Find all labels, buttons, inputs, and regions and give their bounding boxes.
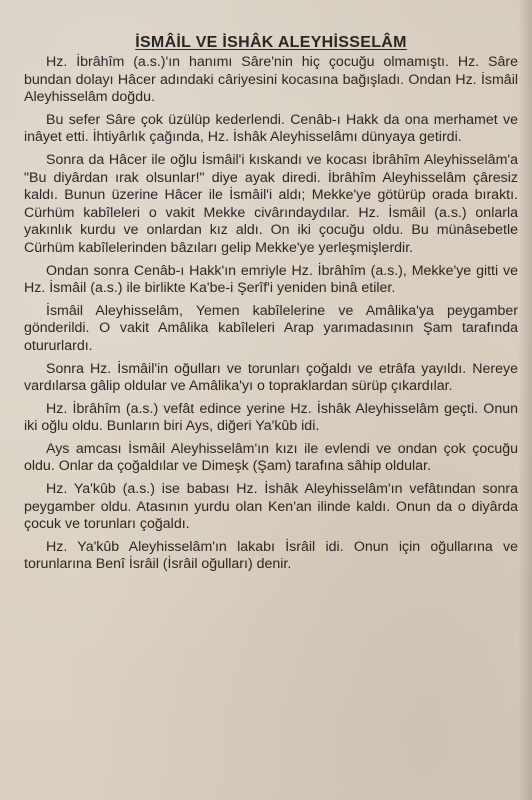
paragraph-1: Hz. İbrâhîm (a.s.)'ın hanımı Sâre'nin hiç çocuğu olmamıştı. Hz. Sâre bundan dolayı Hâcer adındaki câriyesini kocasına bağışladı. Ondan Hz. İsmâil Aleyhisselâm doğdu. [24,54,518,106]
paragraph-7: Hz. İbrâhîm (a.s.) vefât edince yerine Hz. İshâk Aleyhisselâm geçti. Onun iki oğlu oldu. Bunların biri Ays, diğeri Ya'kûb idi. [24,400,518,435]
paragraph-6: Sonra Hz. İsmâil'in oğulları ve torunları çoğaldı ve etrâfa yayıldı. Nereye vardılarsa gâlip oldular ve Amâlika'yı o topraklardan sürüp çıkardılar. [24,360,518,395]
paragraph-4: Ondan sonra Cenâb-ı Hakk'ın emriyle Hz. İbrâhîm (a.s.), Mekke'ye gitti ve Hz. İsmâil (a.s.) ile birlikte Ka'be-i Şerîf'i yeniden binâ etiler. [24,262,518,297]
paragraph-10: Hz. Ya'kûb Aleyhisselâm'ın lakabı İsrâil idi. Onun için oğullarına ve torunlarına Benî İsrâil (İsrâil oğulları) denir. [24,538,518,573]
page-title: İSMÂİL VE İSHÂK ALEYHİSSELÂM [135,34,407,51]
paragraph-3: Sonra da Hâcer ile oğlu İsmâil'i kıskandı ve kocası İbrâhîm Aleyhisselâm'a "Bu diyârdan ırak olsunlar!" diye ayak diredi. İbrâhîm Aleyhisselâm çâresiz kaldı. Bunun üzerine Hâcer ile İsmâil'i aldı; Mekke'ye götürüp orada bıraktı. Cürhüm kabîleleri o vakit Mekke civârındaydılar. Hz. İsmâil (a.s.) onlarla yakınlık kurdu ve onlardan kız aldı. On iki çocuğu oldu. Bu münâsebetle Cürhüm kabîlelerinden bâzıları gelip Mekke'ye yerleşmişlerdir. [24,151,518,256]
paragraph-5: İsmâil Aleyhisselâm, Yemen kabîlelerine ve Amâlika'ya peygamber gönderildi. O vakit Amâlika kabîleleri Arap yarımadasının Şam tarafında otururlardı. [24,302,518,354]
page-edge-shadow [518,0,532,800]
article-body [24,54,518,574]
paragraph-9: Hz. Ya'kûb (a.s.) ise babası Hz. İshâk Aleyhisselâm'ın vefâtından sonra peygamber oldu. Atasının yurdu olan Ken'an ilinde kaldı. Onun da o diyârda çocuk ve torunları çoğaldı. [24,481,518,533]
paragraph-8: Ays amcası İsmâil Aleyhisselâm'ın kızı ile evlendi ve ondan çok çocuğu oldu. Onlar da çoğaldılar ve Dimeşk (Şam) tarafına sâhip oldular. [24,440,518,475]
paragraph-2: Bu sefer Sâre çok üzülüp kederlendi. Cenâb-ı Hakk da ona merhamet ve inâyet etti. İhtiyârlık çağında, Hz. İshâk Aleyhisselâmı dünyaya getirdi. [24,111,518,146]
